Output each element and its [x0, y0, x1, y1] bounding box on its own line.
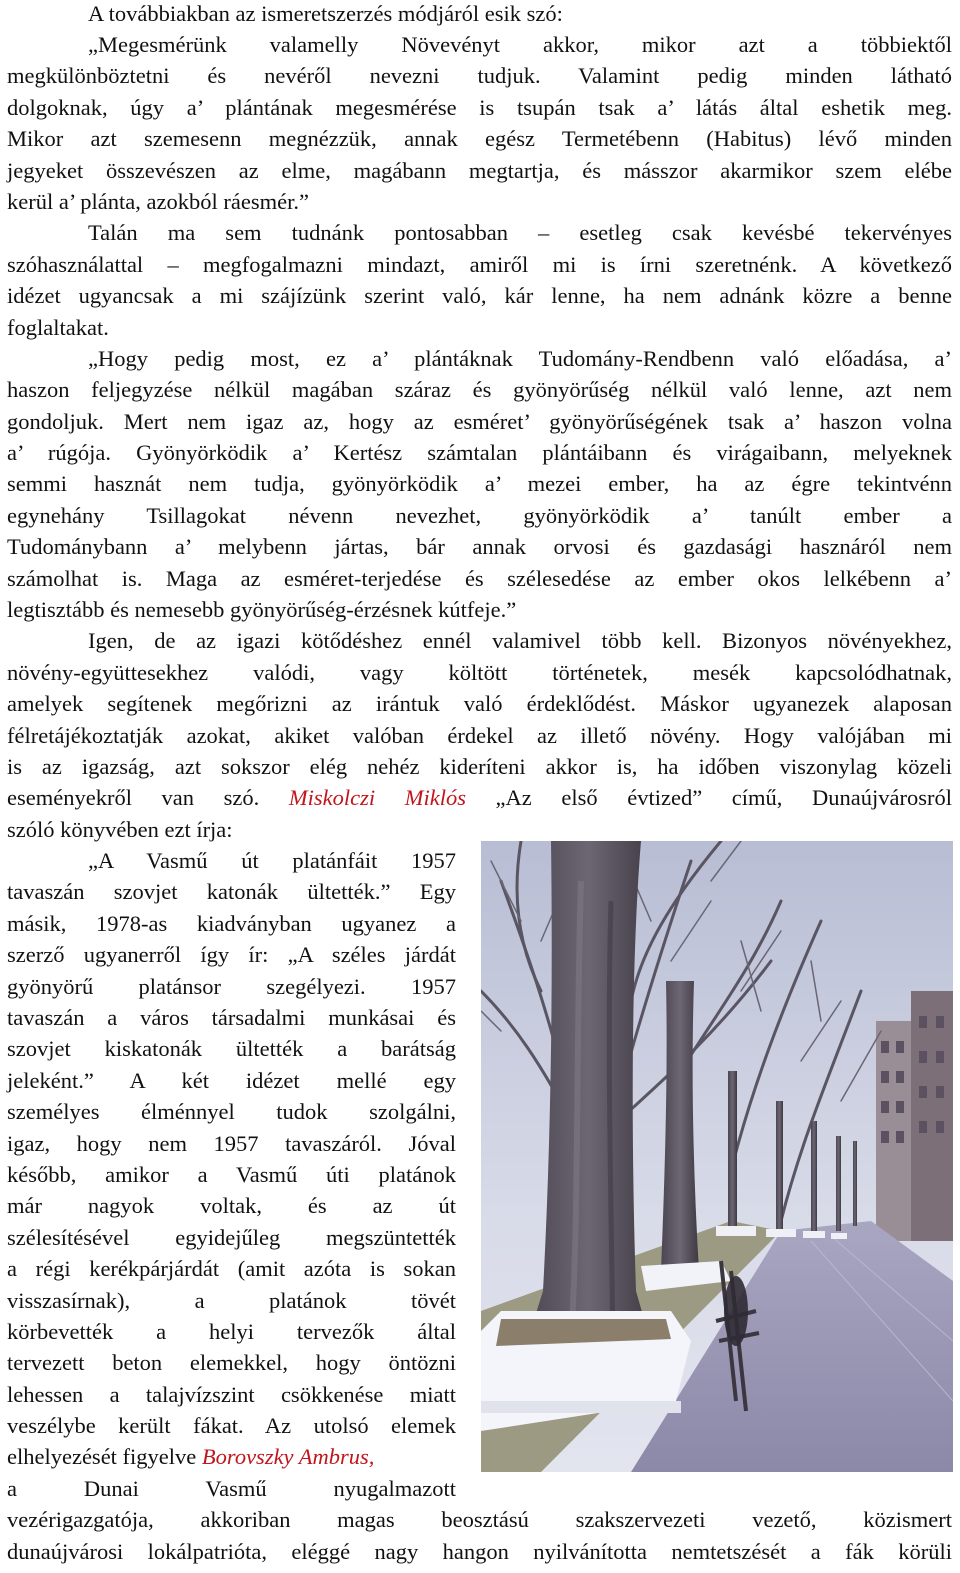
- text-line: számolhat is. Maga az esméret-terjedése és szélesedése az ember okos lelkébenn a’: [7, 566, 952, 591]
- text-line: a régi kerékpárjárdát (amit azóta is sokan: [7, 1256, 456, 1281]
- text-line: szóhasználattal – megfogalmazni mindazt, amiről mi is írni szeretnénk. A következő: [7, 252, 952, 277]
- person-name-borovszky: Borovszky Ambrus,: [201, 1444, 375, 1469]
- text-line: „Megesmérünk valamelly Növevényt akkor, mikor azt a többiektől: [88, 32, 952, 57]
- text-line: Talán ma sem tudnánk pontosabban – esetleg csak kevésbé tekervényes: [88, 220, 952, 245]
- text-line: gyönyörű platánsor szegélyezi. 1957: [7, 974, 456, 999]
- text-line: körbevették a helyi tervezők által: [7, 1319, 456, 1344]
- text-line: haszon feljegyzése nélkül magában száraz és gyönyörűség nélkül való lenne, azt nem: [7, 377, 952, 402]
- text-line: szerző ugyanerről így ír: „A széles járdát: [7, 942, 456, 967]
- text-line: vezérigazgatója, akkoriban magas beosztású szakszervezeti vezető, közismert: [7, 1507, 952, 1532]
- text-line: foglaltakat.: [7, 315, 109, 340]
- author-name-miskolczi: Miskolczi Miklós: [288, 785, 466, 810]
- text-line: Igen, de az igazi kötődéshez ennél valamivel több kell. Bizonyos növényekhez,: [88, 628, 952, 653]
- text-line: „A Vasmű út platánfáit 1957: [88, 848, 456, 873]
- text-line: megkülönböztetni és nevéről nevezni tudjuk. Valamint pedig minden látható: [7, 63, 952, 88]
- text-line: eseményekről van szó. Miskolczi Miklós „Az első évtized” című, Dunaújvárosról: [7, 785, 952, 810]
- text-line: jegyeket összevészen az elme, magábann megtartja, és másszor akarmikor szem elébe: [7, 158, 952, 183]
- text-line: visszasírnak), a platánok tövét: [7, 1288, 456, 1313]
- text-line: félretájékoztatják azokat, akiket valóban érdekel az illető növény. Hogy valójában mi: [7, 723, 952, 748]
- text-line: igaz, hogy nem 1957 tavaszáról. Jóval: [7, 1131, 456, 1156]
- text-line: később, amikor a Vasmű úti platánok: [7, 1162, 456, 1187]
- text-line: A továbbiakban az ismeretszerzés módjáról esik szó:: [88, 1, 563, 26]
- text-line: tervezett beton elemekkel, hogy öntözni: [7, 1350, 456, 1375]
- text-line: elhelyezését figyelve Borovszky Ambrus,: [7, 1444, 375, 1469]
- text-line: gondoljuk. Mert nem igaz az, hogy az esméret’ gyönyörűségének tsak a’ haszon volna: [7, 409, 952, 434]
- text-line: idézet ugyancsak a mi szájízünk szerint való, kár lenne, ha nem adnánk közre a benne: [7, 283, 952, 308]
- text-line: egynehány Tsillagokat névenn nevezhet, gyönyörködik a’ tanúlt ember a: [7, 503, 952, 528]
- text-line: szélesítésével egyidejűleg megszüntették: [7, 1225, 456, 1250]
- plane-tree-row-photo: [481, 841, 953, 1472]
- text-line: dunaújvárosi lokálpatrióta, eléggé nagy hangon nyilvánította nemtetszését a fák körüli: [7, 1539, 952, 1564]
- text-line: Mikor azt szemesenn megnézzük, annak egész Termetébenn (Habitus) lévő minden: [7, 126, 952, 151]
- text-line: szóló könyvében ezt írja:: [7, 817, 233, 842]
- text-line: legtisztább és nemesebb gyönyörűség-érzésnek kútfeje.”: [7, 597, 517, 622]
- text-line: amelyek segítenek megőrizni az irántuk való érdeklődést. Máskor ugyanezek alaposan: [7, 691, 952, 716]
- text-line: tavaszán a város társadalmi munkásai és: [7, 1005, 456, 1030]
- text-line: másik, 1978-as kiadványban ugyanez a: [7, 911, 456, 936]
- text-line: személyes élménnyel tudok szolgálni,: [7, 1099, 456, 1124]
- text-line: veszélybe került fákat. Az utolsó elemek: [7, 1413, 456, 1438]
- text-line: dolgoknak, úgy a’ plántának megesmérése is tsupán tsak a’ látás által eshetik meg.: [7, 95, 952, 120]
- text-line: szovjet kiskatonák ültették a barátság: [7, 1036, 456, 1061]
- text-line: növény-együttesekhez valódi, vagy költött történetek, mesék kapcsolódhatnak,: [7, 660, 952, 685]
- text-line: „Hogy pedig most, ez a’ plántáknak Tudomány-Rendbenn való előadása, a’: [88, 346, 952, 371]
- text-line: a Dunai Vasmű nyugalmazott: [7, 1476, 456, 1501]
- text-line: is az igazság, azt sokszor elég nehéz kideríteni akkor is, ha időben viszonylag közeli: [7, 754, 952, 779]
- text-line: lehessen a talajvízszint csökkenése miatt: [7, 1382, 456, 1407]
- text-line: már nagyok voltak, és az út: [7, 1193, 456, 1218]
- text-line: Tudománybann a’ melybenn jártas, bár annak orvosi és gazdasági hasznáról nem: [7, 534, 952, 559]
- text-line: kerül a’ plánta, azokból ráesmér.”: [7, 189, 309, 214]
- text-line: jeleként.” A két idézet mellé egy: [7, 1068, 456, 1093]
- text-line: semmi hasznát nem tudja, gyönyörködik a’ mezei ember, ha az égre tekintvénn: [7, 471, 952, 496]
- text-line: a’ rúgója. Gyönyörködik a’ Kertész számtalan plántáibann és virágaibann, melyeknek: [7, 440, 952, 465]
- text-line: tavaszán szovjet katonák ültették.” Egy: [7, 879, 456, 904]
